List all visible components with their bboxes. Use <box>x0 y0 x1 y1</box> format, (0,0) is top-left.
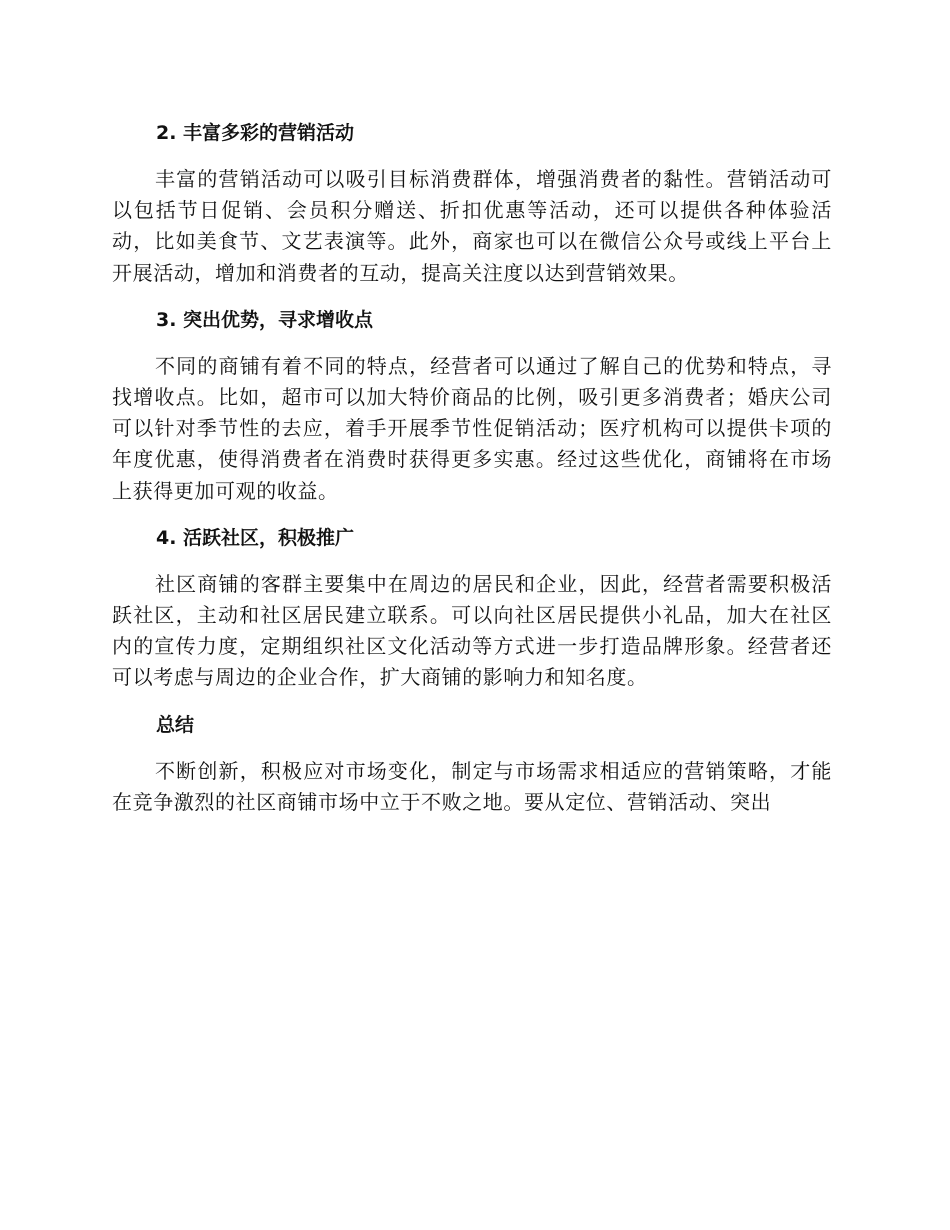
section-paragraph: 不同的商铺有着不同的特点，经营者可以通过了解自己的优势和特点，寻找增收点。比如，超市可以加大特价商品的比例，吸引更多消费者；婚庆公司可以针对季节性的去应，着手开展季节性促销活动；医疗机构可以提供卡项的年度优惠，使得消费者在消费时获得更多实惠。经过这些优化，商铺将在市场上获得更加可观的收益。 <box>112 353 832 503</box>
section-heading: 总结 <box>156 713 195 736</box>
section-highlight-advantages <box>112 305 832 507</box>
section-heading: 2. 丰富多彩的营销活动 <box>156 122 355 144</box>
section-paragraph: 丰富的营销活动可以吸引目标消费群体，增强消费者的黏性。营销活动可以包括节日促销、会员积分赠送、折扣优惠等活动，还可以提供各种体验活动，比如美食节、文艺表演等。此外，商家也可以在微信公众号或线上平台上开展活动，增加和消费者的互动，提高关注度以达到营销效果。 <box>112 167 832 285</box>
section-summary <box>112 710 832 818</box>
section-paragraph: 社区商铺的客群主要集中在周边的居民和企业，因此，经营者需要积极活跃社区，主动和社区居民建立联系。可以向社区居民提供小礼品，加大在社区内的宣传力度，定期组织社区文化活动等方式进一步打造品牌形象。经营者还可以考虑与周边的企业合作，扩大商铺的影响力和知名度。 <box>112 571 832 690</box>
document-page <box>112 112 832 834</box>
section-heading: 4. 活跃社区，积极推广 <box>156 526 355 549</box>
section-active-community <box>112 523 832 694</box>
section-paragraph: 不断创新，积极应对市场变化，制定与市场需求相适应的营销策略，才能在竞争激烈的社区商铺市场中立于不败之地。要从定位、营销活动、突出 <box>112 758 832 814</box>
section-heading: 3. 突出优势，寻求增收点 <box>156 308 374 331</box>
section-marketing-activities <box>112 118 832 289</box>
